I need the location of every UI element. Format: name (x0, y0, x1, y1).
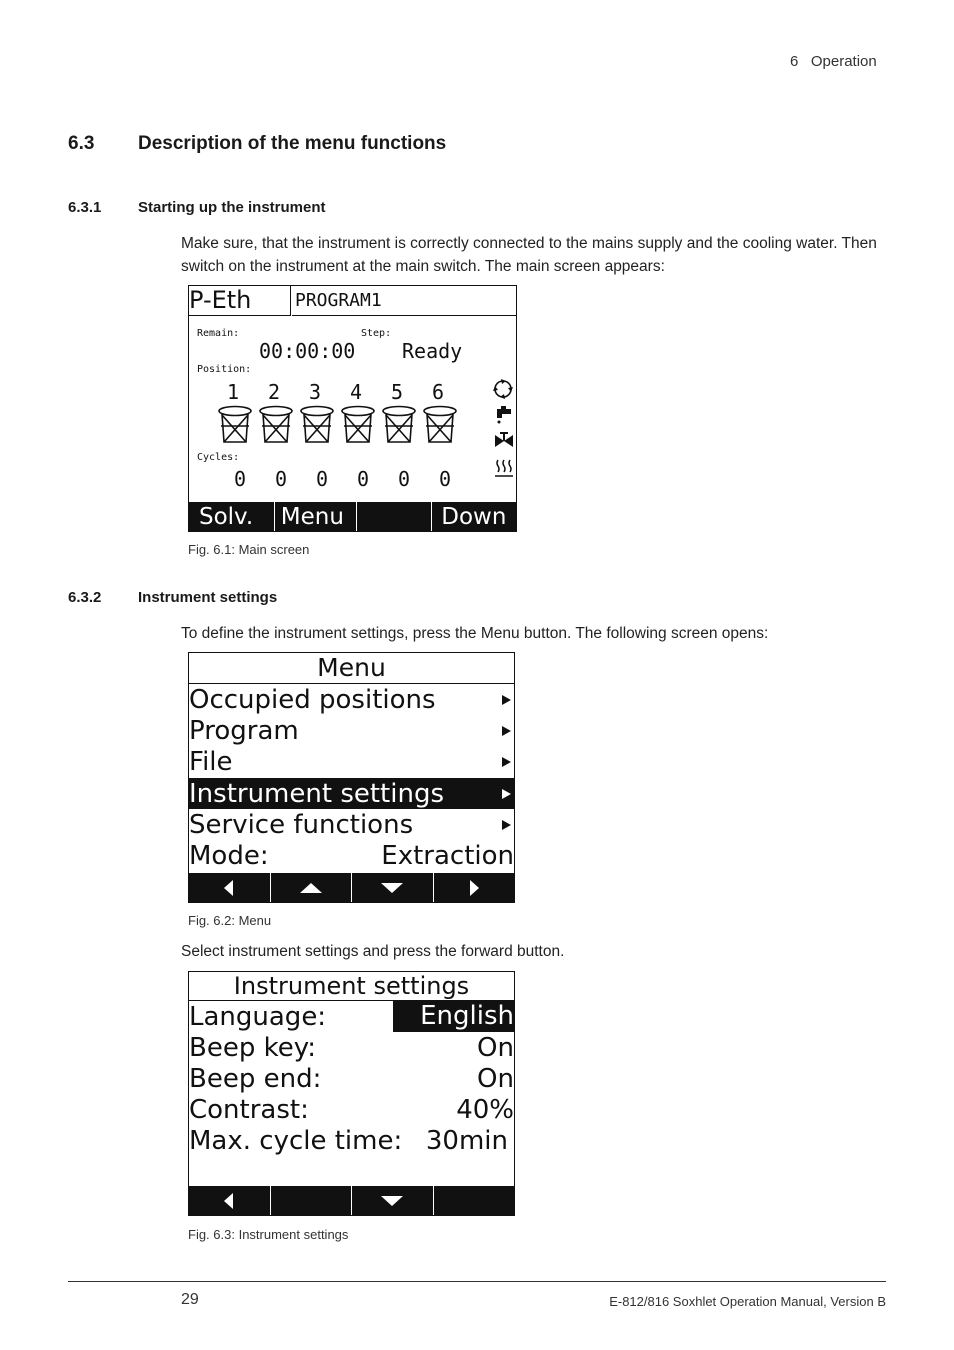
cycle-count: 0 (398, 467, 411, 491)
beaker-icon (260, 407, 292, 443)
down-softkey[interactable] (352, 873, 434, 902)
rotate-arrows-icon (492, 378, 514, 400)
cycle-count: 0 (275, 467, 288, 491)
submenu-arrow-icon (502, 820, 511, 830)
menu-item-mode[interactable] (189, 840, 514, 871)
setting-beep-key[interactable] (189, 1032, 514, 1063)
cycle-count: 0 (316, 467, 329, 491)
back-softkey[interactable] (189, 1186, 271, 1215)
settings-paragraph: To define the instrument settings, press the Menu button. The following screen opens: (181, 625, 769, 642)
blank-softkey[interactable] (434, 1186, 515, 1215)
main-softkey-bar (189, 502, 516, 531)
cycles-label: Cycles: (197, 452, 240, 463)
beaker-icon (424, 407, 456, 443)
submenu-arrow-icon (502, 757, 511, 767)
solv-softkey[interactable]: Solv. (189, 502, 275, 531)
blank-softkey[interactable] (271, 1186, 353, 1215)
figure-caption: Fig. 6.2: Menu (188, 913, 272, 928)
water-tap-icon (494, 404, 514, 424)
setting-max-cycle-time[interactable] (189, 1125, 514, 1156)
position-number: 5 (391, 380, 404, 404)
menu-item-service-functions[interactable] (189, 809, 514, 840)
subsection-title: Starting up the instrument (138, 199, 326, 216)
blank-softkey[interactable] (357, 502, 433, 531)
left-arrow-icon (222, 1192, 236, 1210)
figure-caption: Fig. 6.3: Instrument settings (188, 1227, 349, 1242)
section-number: 6.3 (68, 133, 95, 154)
subsection-number: 6.3.2 (68, 589, 102, 606)
menu-item-instrument-settings[interactable] (189, 778, 514, 809)
right-arrow-icon (467, 879, 481, 897)
remaining-time: 00:00:00 (259, 339, 356, 363)
mode-value: Extraction (381, 840, 514, 871)
back-softkey[interactable] (189, 873, 271, 902)
document-title: E-812/816 Soxhlet Operation Manual, Version B (609, 1294, 886, 1309)
position-number: 3 (309, 380, 322, 404)
footer-divider (68, 1281, 886, 1282)
up-arrow-icon (299, 882, 323, 894)
setting-value-selected: English (393, 1001, 514, 1032)
select-instruction: Select instrument settings and press the forward button. (181, 943, 565, 960)
startup-paragraph: Make sure, that the instrument is correctly connected to the mains supply and the cooling water. Then switch on the instrument at the main switch. The main screen appears: (181, 235, 877, 275)
down-softkey[interactable]: Down (441, 503, 507, 530)
remain-label: Remain: (197, 328, 240, 339)
heater-icon (494, 458, 514, 478)
menu-item-label: Program (189, 715, 299, 746)
main-screen-lcd (188, 285, 517, 532)
beaker-icon (342, 407, 374, 443)
forward-softkey[interactable] (434, 873, 515, 902)
program-name: PROGRAM1 (292, 286, 516, 316)
setting-label: Beep end: (189, 1063, 322, 1094)
menu-softkey-bar (189, 873, 514, 902)
cycle-count: 0 (439, 467, 452, 491)
submenu-arrow-icon (502, 789, 511, 799)
position-number: 1 (227, 380, 240, 404)
settings-screen-lcd (188, 971, 515, 1216)
menu-screen-lcd (188, 652, 515, 903)
section-title: Description of the menu functions (138, 133, 447, 154)
valve-icon (494, 432, 514, 450)
setting-beep-end[interactable] (189, 1063, 514, 1094)
beakers (215, 404, 465, 446)
position-label: Position: (197, 364, 252, 375)
setting-label: Language: (189, 1001, 327, 1032)
menu-item-occupied-positions[interactable] (189, 684, 514, 715)
beaker-icon (301, 407, 333, 443)
setting-value: On (477, 1032, 514, 1063)
subsection-title: Instrument settings (138, 589, 278, 606)
beaker-icon (219, 407, 251, 443)
cycle-count: 0 (234, 467, 247, 491)
position-number: 2 (268, 380, 281, 404)
menu-item-label: File (189, 746, 233, 777)
menu-title: Menu (189, 653, 514, 684)
setting-label: Beep key: (189, 1032, 316, 1063)
menu-item-file[interactable] (189, 746, 514, 777)
down-softkey[interactable] (352, 1186, 434, 1215)
setting-language[interactable] (189, 1001, 514, 1032)
menu-item-label: Instrument settings (189, 778, 444, 809)
position-number: 4 (350, 380, 363, 404)
setting-label: Contrast: (189, 1094, 309, 1125)
setting-contrast[interactable] (189, 1094, 514, 1125)
menu-item-label: Occupied positions (189, 684, 436, 715)
beaker-icon (383, 407, 415, 443)
step-status: Ready (402, 339, 463, 363)
running-header: 6 Operation (790, 53, 877, 70)
down-arrow-icon (380, 1195, 404, 1207)
down-arrow-icon (380, 882, 404, 894)
menu-item-label: Service functions (189, 809, 414, 840)
menu-item-program[interactable] (189, 715, 514, 746)
subsection-number: 6.3.1 (68, 199, 102, 216)
cycle-count: 0 (357, 467, 370, 491)
settings-softkey-bar (189, 1186, 514, 1215)
menu-softkey[interactable]: Menu (275, 502, 357, 531)
mode-label: Mode: (189, 840, 269, 871)
setting-value: 30min (425, 1125, 508, 1156)
setting-value: On (477, 1063, 514, 1094)
page-number: 29 (181, 1291, 199, 1308)
submenu-arrow-icon (502, 726, 511, 736)
left-arrow-icon (222, 879, 236, 897)
position-number: 6 (432, 380, 445, 404)
submenu-arrow-icon (502, 695, 511, 705)
setting-label: Max. cycle time: (189, 1125, 403, 1156)
setting-value: 40% (456, 1094, 514, 1125)
settings-title: Instrument settings (189, 972, 514, 1001)
step-label: Step: (361, 328, 392, 339)
up-softkey[interactable] (271, 873, 353, 902)
figure-caption: Fig. 6.1: Main screen (188, 542, 310, 557)
solvent-name: P-Eth (189, 286, 291, 316)
